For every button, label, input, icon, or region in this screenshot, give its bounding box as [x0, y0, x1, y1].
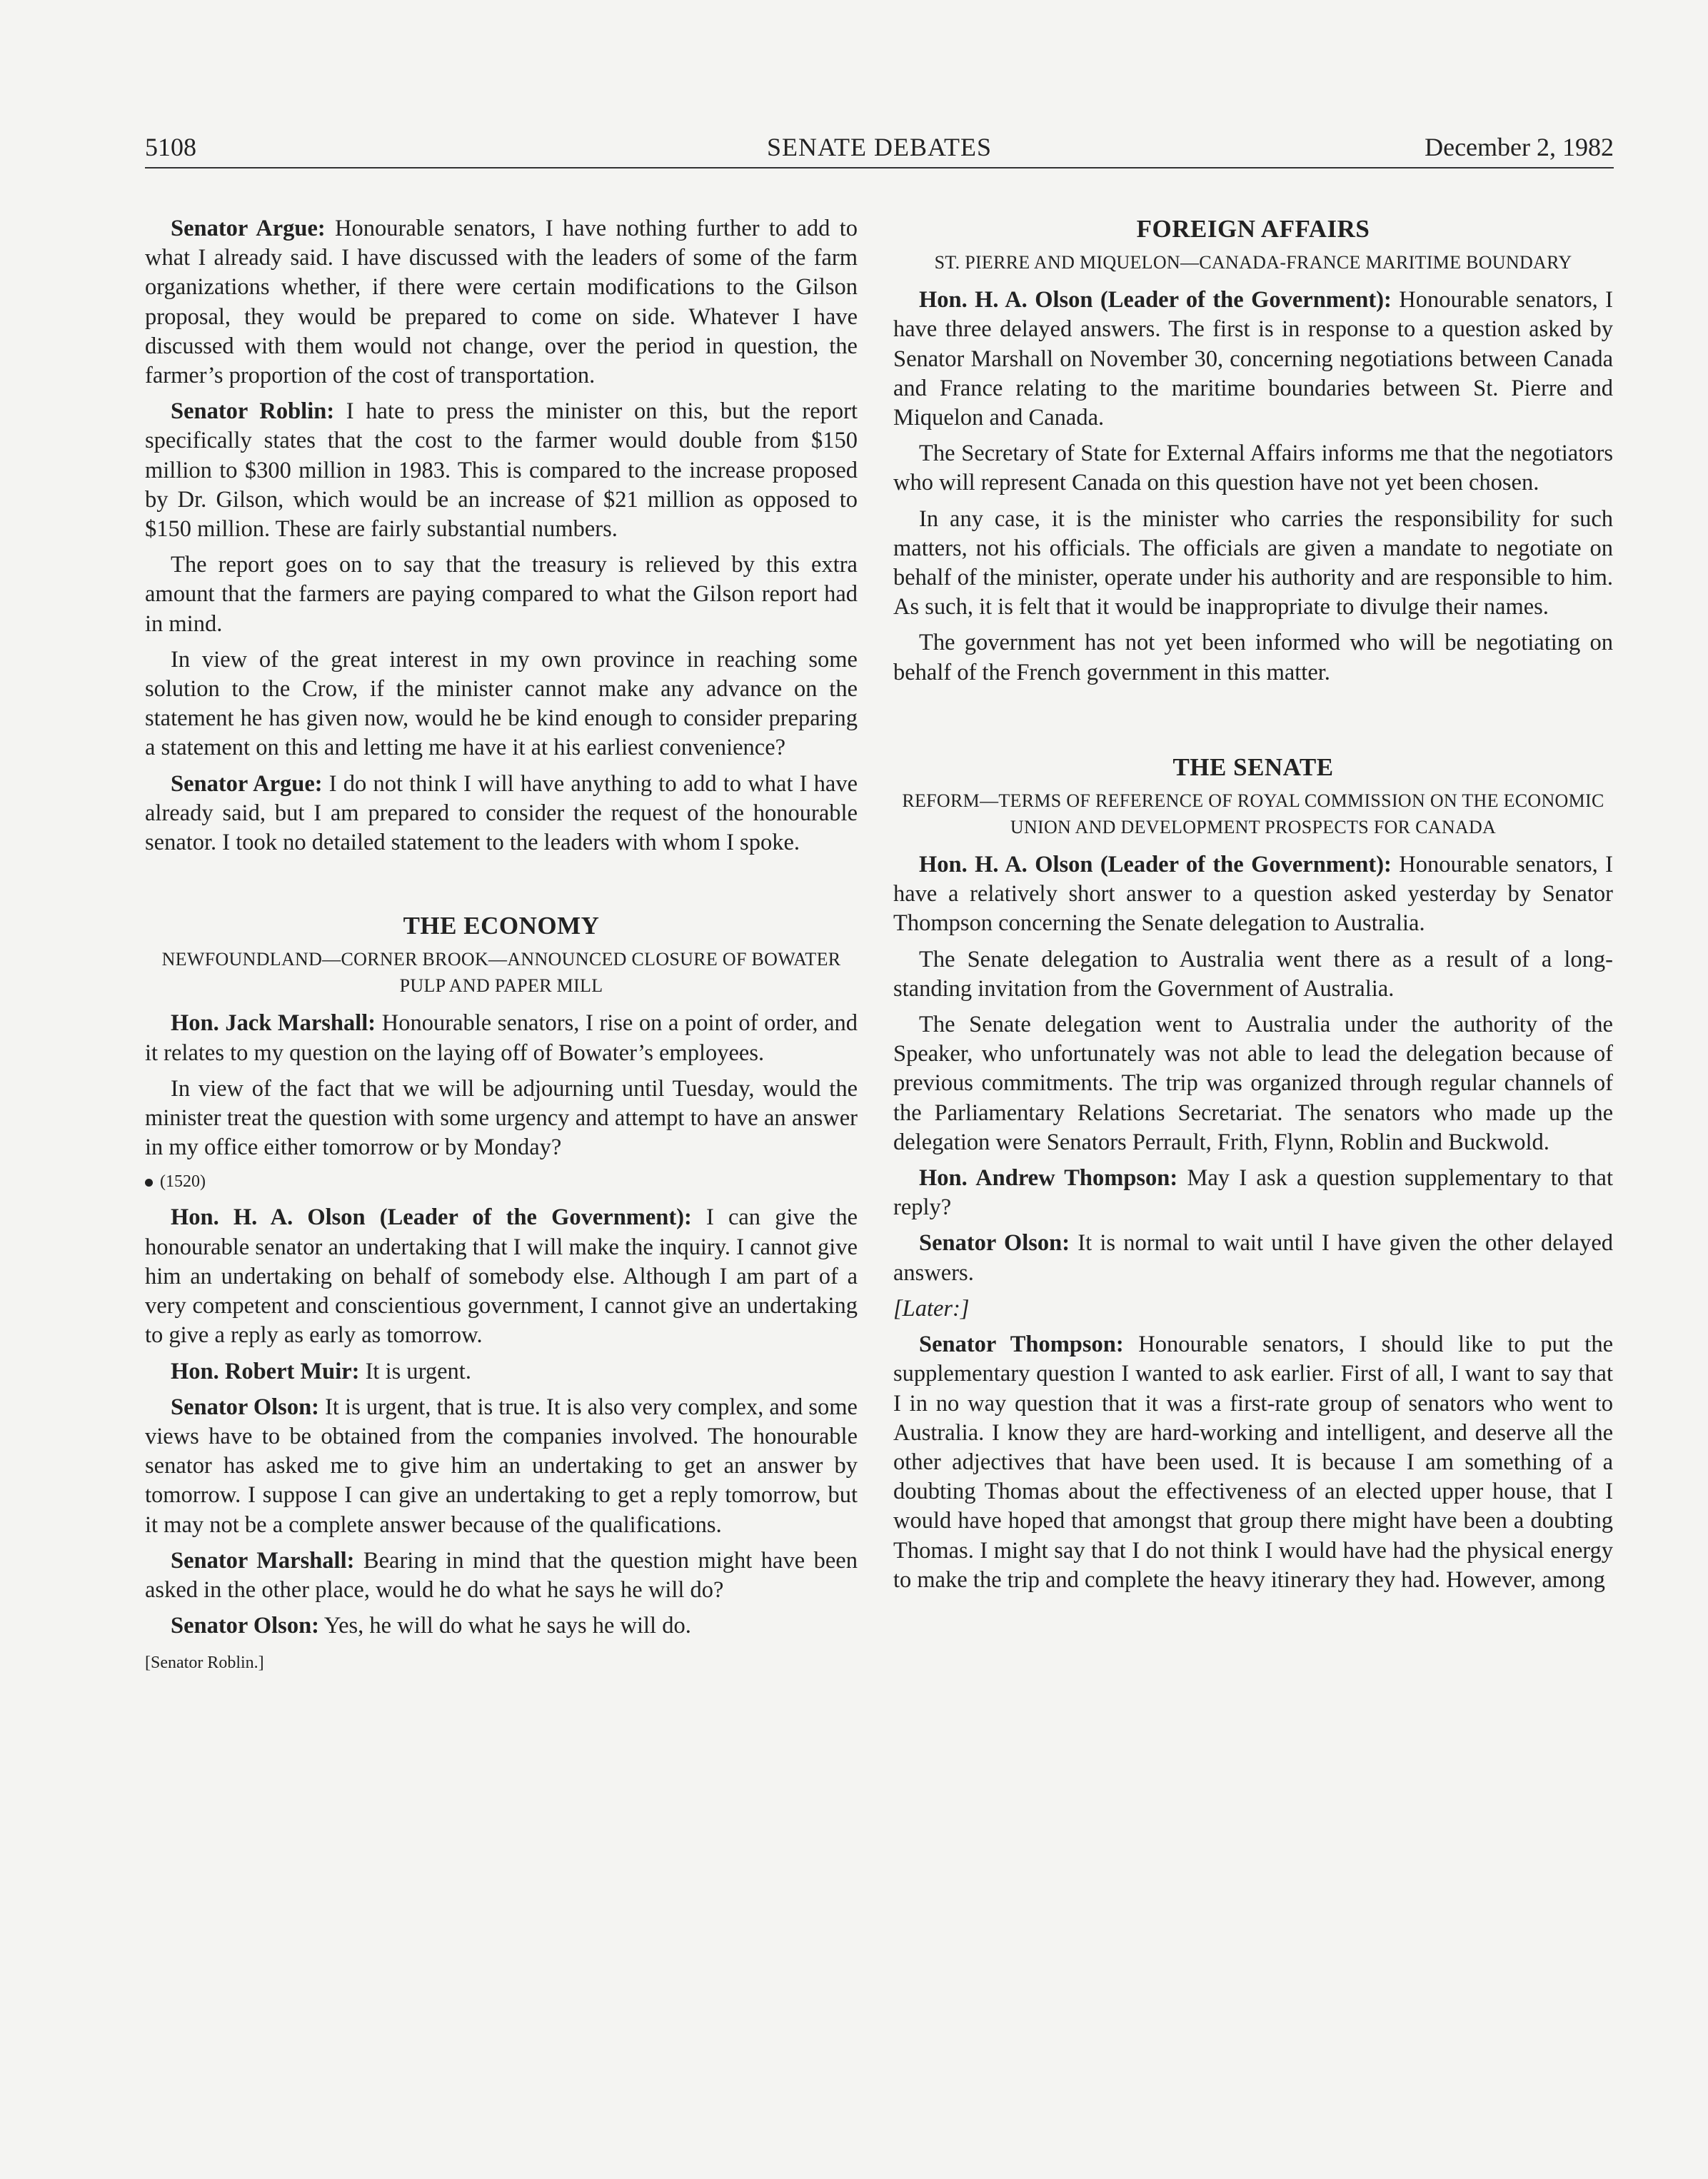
- paragraph: The Senate delegation to Australia went there as a result of a long-standing invitation from the Government of Australia.: [893, 946, 1613, 1002]
- speech-text: I do not think I will have anything to add to what I have already said, but I am prepared to consider the request of the honourable senator. I took no detailed statement to the leaders with whom I spoke.: [145, 770, 858, 856]
- left-column: [145, 214, 858, 1674]
- time-marker: [145, 1169, 858, 1194]
- speech-text: Honourable senators, I have a relatively short answer to a question asked yesterday by Senator Thompson concerning the Senate delegation to Australia.: [893, 852, 1614, 937]
- speech-text: It is urgent.: [359, 1358, 471, 1384]
- bullet-icon: [145, 1179, 153, 1187]
- speaker-name: Senator Roblin:: [171, 398, 335, 425]
- paragraph: [145, 1203, 858, 1350]
- section-title: THE ECONOMY: [403, 912, 600, 940]
- paragraph: [145, 397, 858, 544]
- paragraph: The Senate delegation went to Australia under the authority of the Speaker, who unfortunately was not able to lead the delegation because of previous commitments. The trip was organized through regular channels of the Parliamentary Relations Secretariat. The senators who made up the delegation were Senators Perrault, Frith, Flynn, Roblin and Buckwold.: [893, 1012, 1613, 1155]
- speech-text: Honourable senators, I have nothing further to add to what I already said. I have discussed with the leaders of some of the farm organizations whether, if there were certain modifications to the Gilson proposal, they would be prepared to come on side. Whatever I have discussed with them would not change, over the period in question, the farmer’s proportion of the cost of transportation.: [145, 216, 858, 389]
- speaker-name: Senator Argue:: [171, 770, 323, 797]
- speech-text: Honourable senators, I should like to put the supplementary question I wanted to ask earlier. First of all, I want to say that I in no way question that it was a first-rate group of senators who went to Australia. I know they are hard-working and intelligent, and deserve all the other adjectives that have been used. It is because I am something of a doubting Thomas about the effectiveness of an elected upper house, that I would have hoped that amongst that group there might have been a doubting Thomas. I might say that I do not think I would have had the physical energy to make the trip and complete the heavy itinerary they had. However, among: [893, 1332, 1614, 1593]
- speaker-name: Hon. H. A. Olson (Leader of the Government):: [919, 287, 1392, 313]
- speech-text: I hate to press the minister on this, but the report specifically states that the cost to the farmer would double from $150 million to $300 million in 1983. This is compared to the increase proposed by Dr. Gilson, which would be an increase of $21 million as opposed to $150 million. These are fairly substantial numbers.: [145, 398, 858, 543]
- paragraph: [893, 1330, 1613, 1595]
- paragraph: [893, 850, 1613, 939]
- page-header: [145, 127, 1614, 168]
- speaker-name: Senator Argue:: [171, 216, 326, 241]
- paragraph: The report goes on to say that the treasury is relieved by this extra amount that the farmers are paying compared to what the Gilson report had in mind.: [145, 552, 858, 637]
- speech-text: Yes, he will do what he says he will do.: [318, 1613, 691, 1639]
- paragraph: In any case, it is the minister who carries the responsibility for such matters, not his officials. The officials are given a mandate to negotiate on behalf of the minister, operate under his authority and are responsible to him. As such, it is felt that it would be inappropriate to divulge their names.: [893, 505, 1613, 620]
- speaker-name: Hon. Robert Muir:: [171, 1358, 360, 1384]
- right-column: [893, 214, 1613, 1601]
- paragraph: [145, 1009, 858, 1067]
- section-title: THE SENATE: [1172, 753, 1334, 781]
- paragraph: [145, 770, 858, 858]
- section-subtitle: REFORM—TERMS OF REFERENCE OF ROYAL COMMISSION ON THE ECONOMIC UNION AND DEVELOPMENT PROSPECTS FOR CANADA: [902, 790, 1604, 838]
- paragraph: The government has not yet been informed who will be negotiating on behalf of the French government in this matter.: [893, 630, 1613, 685]
- speaker-name: Hon. H. A. Olson (Leader of the Government):: [171, 1204, 692, 1231]
- speaker-name: Senator Marshall:: [171, 1547, 355, 1574]
- time-marker-text: (1520): [160, 1172, 206, 1192]
- footnote: [Senator Roblin.]: [145, 1654, 264, 1673]
- paragraph: [145, 214, 858, 391]
- paragraph: [893, 286, 1613, 433]
- publication-date: December 2, 1982: [1425, 133, 1614, 161]
- speech-text: It is urgent, that is true. It is also very complex, and some views have to be obtained from the companies involved. The honourable senator has asked me to give him an undertaking to get an answer by tomorrow. I suppose I can give an undertaking to get a reply tomorrow, but it may not be a complete answer because of the qualifications.: [145, 1394, 858, 1538]
- paragraph: In view of the fact that we will be adjourning until Tuesday, would the minister treat the question with some urgency and attempt to have an answer in my office either tomorrow or by Monday?: [145, 1075, 858, 1161]
- later-marker: [Later:]: [893, 1295, 970, 1322]
- paragraph: [145, 1546, 858, 1605]
- speaker-name: Senator Olson:: [919, 1230, 1070, 1257]
- section-spacer: [145, 864, 858, 911]
- paragraph: [145, 1393, 858, 1540]
- speaker-name: Senator Olson:: [171, 1394, 319, 1420]
- speech-text: It is normal to wait until I have given the other delayed answers.: [893, 1230, 1613, 1286]
- speaker-name: Hon. Jack Marshall:: [171, 1010, 376, 1037]
- section-subtitle: ST. PIERRE AND MIQUELON—CANADA-FRANCE MARITIME BOUNDARY: [934, 252, 1572, 273]
- paragraph: [145, 1357, 858, 1387]
- paragraph: [893, 1164, 1613, 1222]
- speech-text: Honourable senators, I have three delayed answers. The first is in response to a question asked by Senator Marshall on November 30, concerning negotiations between Canada and France relating to the maritime boundaries between St. Pierre and Miquelon and Canada.: [893, 287, 1614, 431]
- paragraph: [893, 1229, 1613, 1287]
- section-spacer: [893, 694, 1613, 753]
- speech-text: May I ask a question supplementary to that reply?: [893, 1165, 1614, 1221]
- speaker-name: Senator Thompson:: [919, 1332, 1124, 1358]
- section-subtitle: NEWFOUNDLAND—CORNER BROOK—ANNOUNCED CLOSURE OF BOWATER PULP AND PAPER MILL: [161, 949, 841, 997]
- speaker-name: Hon. H. A. Olson (Leader of the Government):: [919, 852, 1392, 878]
- speech-text: Bearing in mind that the question might have been asked in the other place, would he do what he says he will do?: [145, 1547, 858, 1603]
- speech-text: I can give the honourable senator an undertaking that I will make the inquiry. I cannot give him an undertaking on behalf of somebody else. Although I am part of a very competent and conscientious government, I cannot give an undertaking to give a reply as early as tomorrow.: [145, 1204, 858, 1349]
- paragraph: [145, 1611, 858, 1641]
- publication-title: SENATE DEBATES: [766, 133, 992, 161]
- speaker-name: Hon. Andrew Thompson:: [919, 1165, 1178, 1192]
- paragraph: In view of the great interest in my own province in reaching some solution to the Crow, if the minister cannot make any advance on the statement he has given now, would he be kind enough to consider preparing a statement on this and letting me have it at his earliest convenience?: [145, 646, 858, 761]
- speaker-name: Senator Olson:: [171, 1613, 319, 1639]
- section-title: FOREIGN AFFAIRS: [1136, 215, 1370, 243]
- page-number: 5108: [145, 133, 196, 161]
- paragraph: The Secretary of State for External Affairs informs me that the negotiators who will represent Canada on this question have not yet been chosen.: [893, 441, 1613, 496]
- speech-text: Honourable senators, I rise on a point of order, and it relates to my question on the laying off of Bowater’s employees.: [145, 1010, 858, 1066]
